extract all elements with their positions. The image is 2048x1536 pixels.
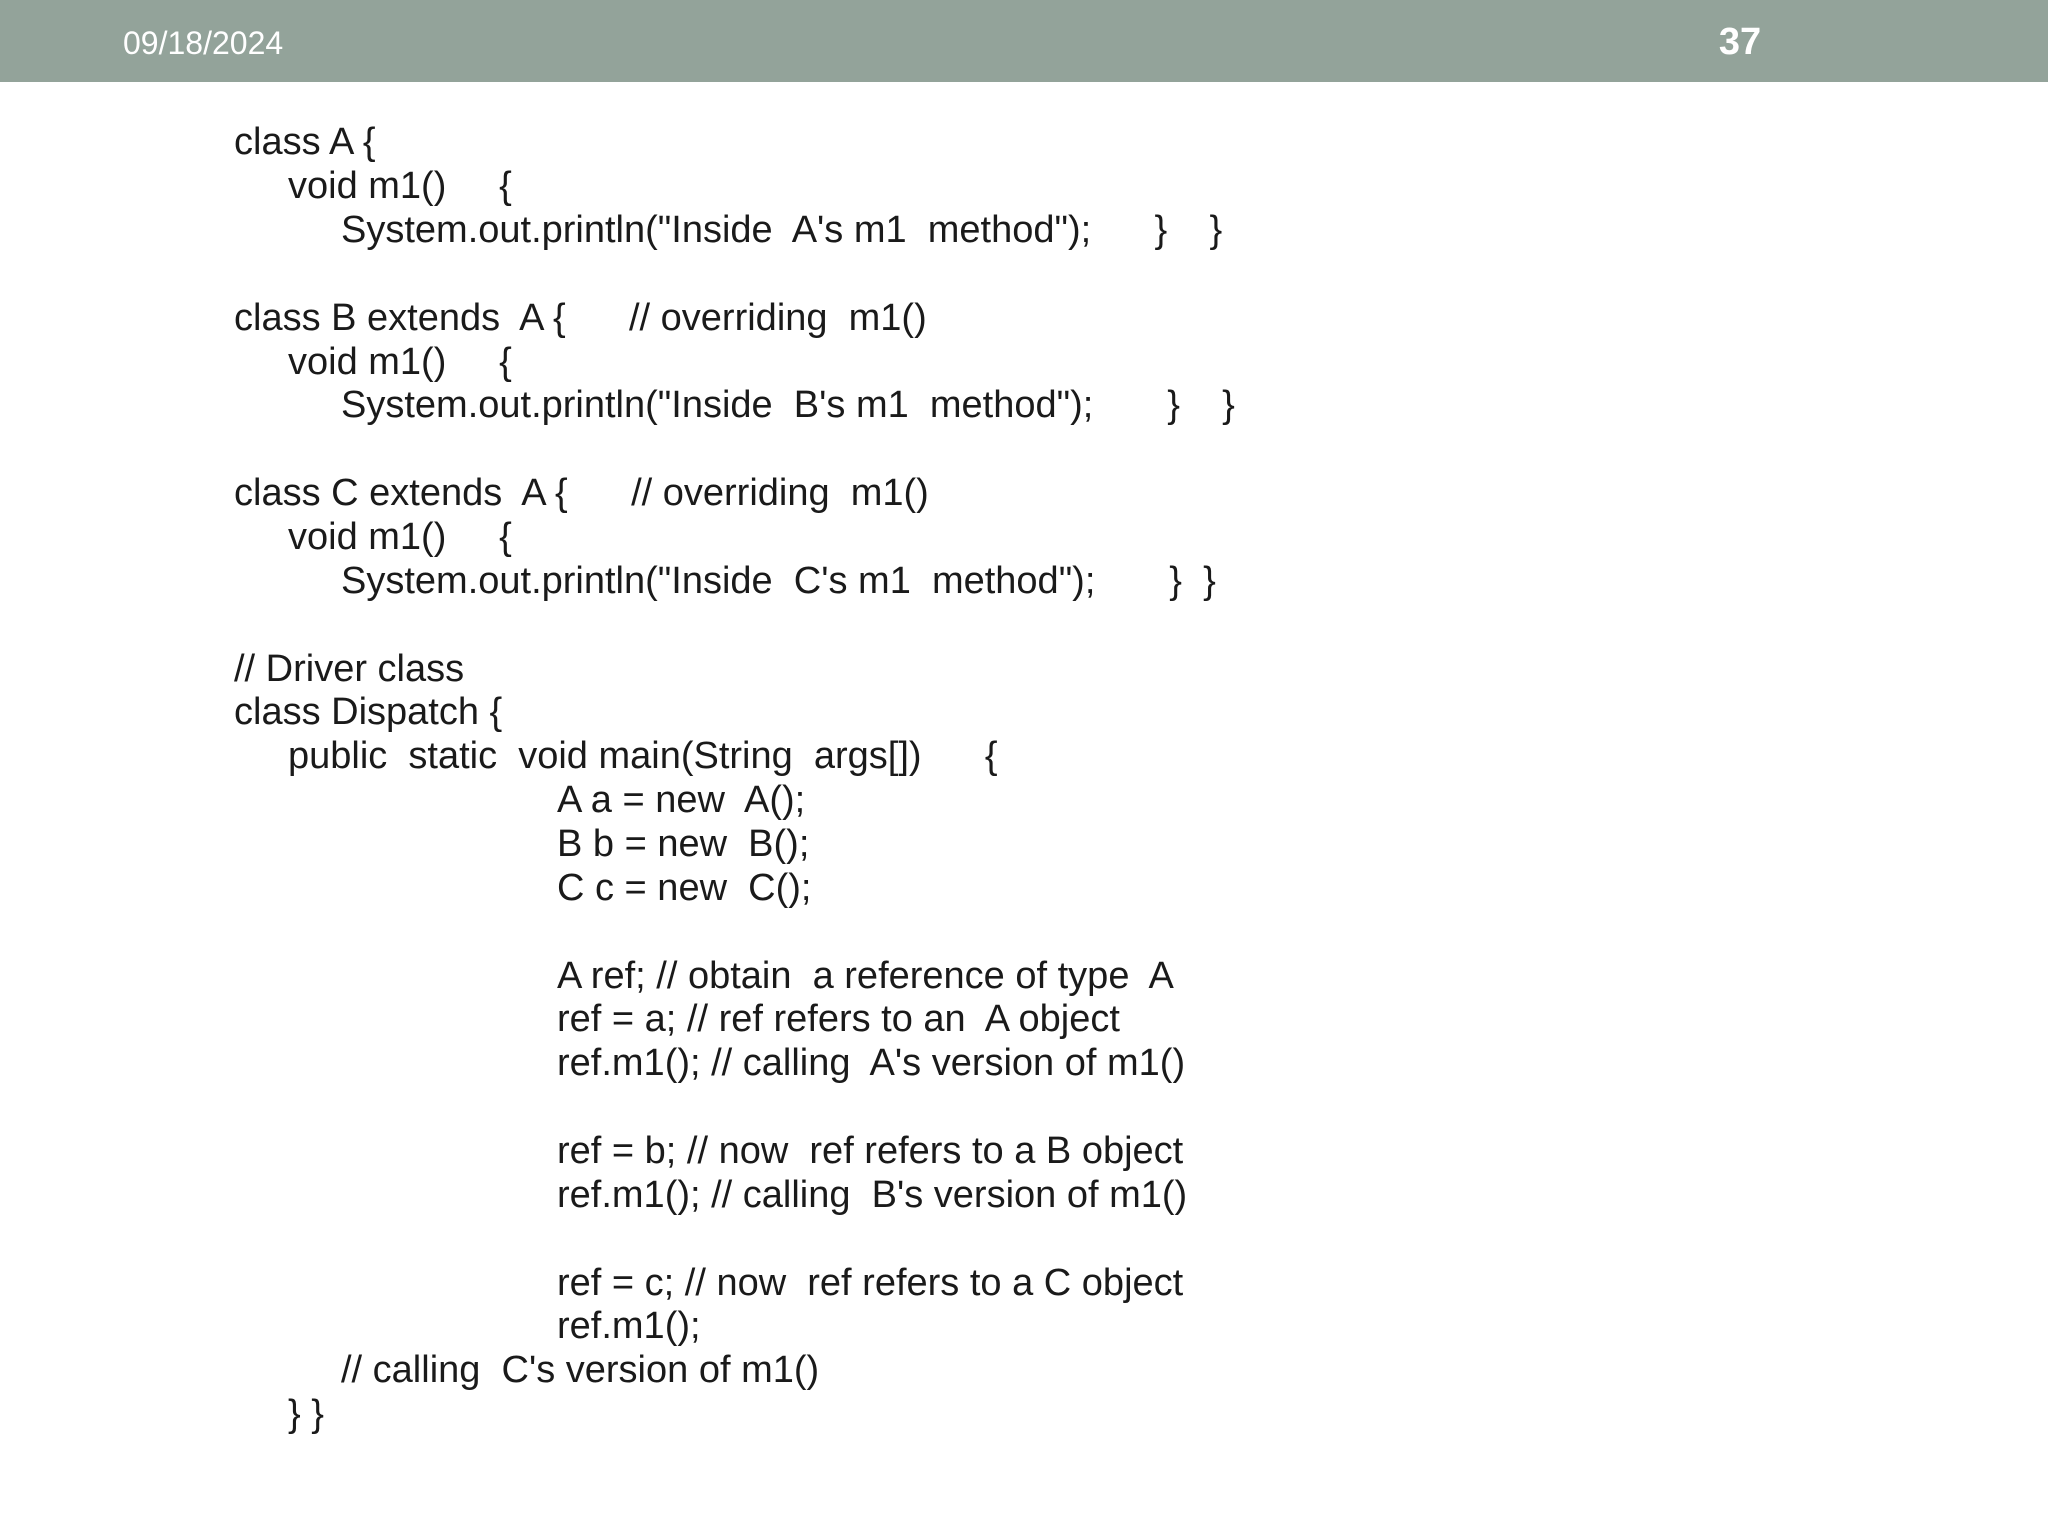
code-line: ref = c; // now ref refers to a C object: [557, 1262, 1184, 1304]
code-line: // Driver class: [234, 648, 465, 690]
code-line: C c = new C();: [557, 867, 812, 909]
slide-date: 09/18/2024: [123, 25, 284, 61]
code-line: ref = b; // now ref refers to a B object: [557, 1130, 1184, 1172]
code-line: A a = new A();: [557, 779, 806, 821]
slide-number: 37: [1718, 21, 1762, 63]
code-line: ref.m1();: [557, 1305, 701, 1347]
code-line: ref.m1(); // calling B's version of m1(): [557, 1174, 1188, 1216]
code-line: class A {: [234, 121, 376, 163]
code-line: A ref; // obtain a reference of type A: [557, 955, 1174, 997]
code-line: System.out.println("Inside C's m1 method"); } }: [341, 560, 1216, 602]
code-line: void m1() {: [288, 516, 512, 558]
code-line: class Dispatch {: [234, 691, 503, 733]
code-line: class C extends A { // overriding m1(): [234, 472, 929, 514]
code-line: public static void main(String args[]) {: [288, 735, 998, 777]
code-line: System.out.println("Inside B's m1 method"); } }: [341, 384, 1235, 426]
code-line: void m1() {: [288, 341, 512, 383]
code-line: B b = new B();: [557, 823, 810, 865]
code-line: // calling C's version of m1(): [341, 1349, 820, 1391]
code-line: ref.m1(); // calling A's version of m1(): [557, 1042, 1186, 1084]
code-line: void m1() {: [288, 165, 512, 207]
code-line: System.out.println("Inside A's m1 method"); } }: [341, 209, 1223, 251]
code-line: class B extends A { // overriding m1(): [234, 297, 927, 339]
code-line: ref = a; // ref refers to an A object: [557, 998, 1120, 1040]
code-line: } }: [288, 1393, 324, 1435]
